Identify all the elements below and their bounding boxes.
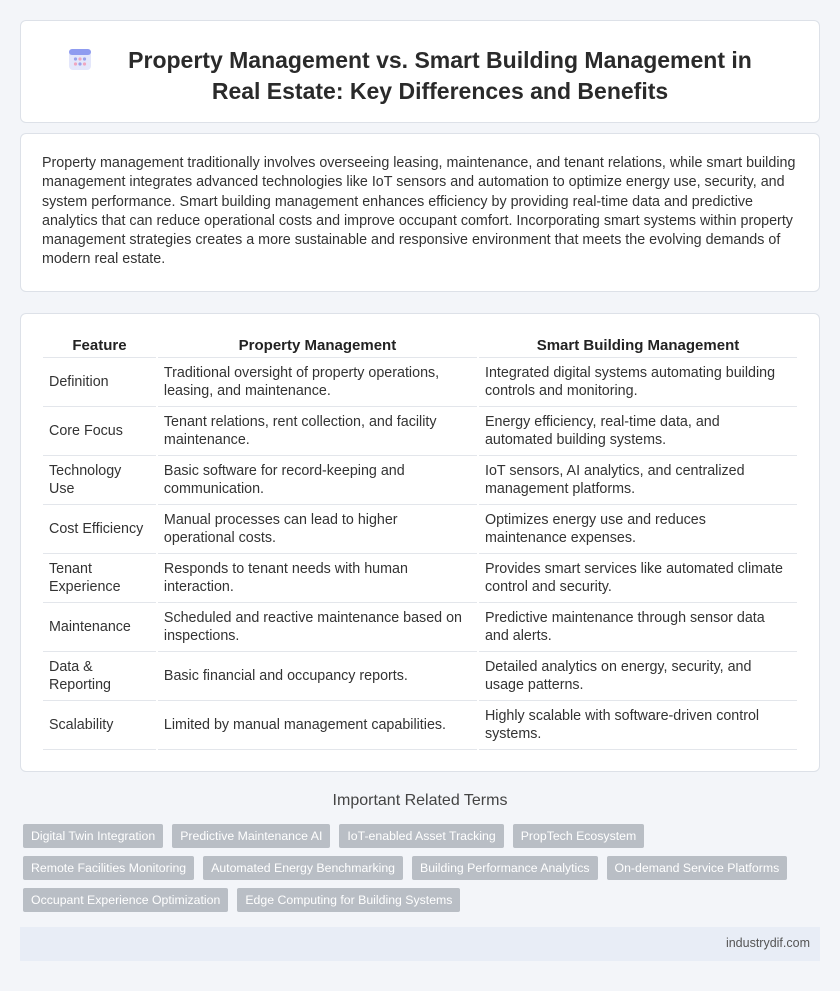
related-term-tag[interactable]: Automated Energy Benchmarking [203, 856, 403, 880]
footer [20, 927, 820, 961]
property-management-cell: Responds to tenant needs with human interaction. [158, 554, 477, 603]
related-term-tag[interactable]: IoT-enabled Asset Tracking [339, 824, 503, 848]
table-row [43, 358, 797, 407]
related-term-tag[interactable]: Occupant Experience Optimization [23, 888, 228, 912]
feature-cell: Cost Efficiency [43, 505, 156, 554]
related-term-tag[interactable]: Building Performance Analytics [412, 856, 598, 880]
property-management-cell: Manual processes can lead to higher operational costs. [158, 505, 477, 554]
feature-cell: Core Focus [43, 407, 156, 456]
property-management-cell: Traditional oversight of property operations, leasing, and maintenance. [158, 358, 477, 407]
smart-building-cell: Predictive maintenance through sensor data and alerts. [479, 603, 797, 652]
table-header-row [43, 333, 797, 358]
feature-cell: Data & Reporting [43, 652, 156, 701]
header-feature: Feature [43, 333, 156, 358]
property-management-cell: Limited by manual management capabilities. [158, 701, 477, 750]
related-term-tag[interactable]: Edge Computing for Building Systems [237, 888, 460, 912]
property-management-cell: Scheduled and reactive maintenance based on inspections. [158, 603, 477, 652]
comparison-table [41, 333, 799, 750]
related-term-tag[interactable]: On-demand Service Platforms [607, 856, 788, 880]
smart-building-cell: Integrated digital systems automating building controls and monitoring. [479, 358, 797, 407]
smart-building-cell: Provides smart services like automated climate control and security. [479, 554, 797, 603]
footer-site-link[interactable]: industrydif.com [725, 936, 810, 950]
related-term-tag[interactable]: Remote Facilities Monitoring [23, 856, 194, 880]
smart-building-cell: Energy efficiency, real-time data, and automated building systems. [479, 407, 797, 456]
table-row [43, 505, 797, 554]
feature-cell: Maintenance [43, 603, 156, 652]
property-management-cell: Basic financial and occupancy reports. [158, 652, 477, 701]
smart-building-cell: Highly scalable with software-driven control systems. [479, 701, 797, 750]
smart-building-cell: Optimizes energy use and reduces maintenance expenses. [479, 505, 797, 554]
property-management-cell: Basic software for record-keeping and communication. [158, 456, 477, 505]
related-term-tag[interactable]: Predictive Maintenance AI [172, 824, 330, 848]
comparison-card [20, 313, 820, 772]
related-term-tag[interactable]: PropTech Ecosystem [513, 824, 645, 848]
intro-paragraph: Property management traditionally involves overseeing leasing, maintenance, and tenant relations, while smart building management integrates advanced technologies like IoT sensors and automation to optimize energy use, security, and system performance. Smart building management enhances efficiency by providing real-time data and predictive analytics that can reduce operational costs and improve occupant comfort. Incorporating smart systems within property management strategies creates a more sustainable and responsive environment that meets the evolving demands of modern real estate. [42, 155, 796, 268]
property-management-cell: Tenant relations, rent collection, and facility maintenance. [158, 407, 477, 456]
related-terms-list [23, 824, 813, 912]
feature-cell: Definition [43, 358, 156, 407]
table-row [43, 652, 797, 701]
feature-cell: Tenant Experience [43, 554, 156, 603]
smart-building-cell: IoT sensors, AI analytics, and centralized management platforms. [479, 456, 797, 505]
header-property-management: Property Management [158, 333, 477, 358]
related-terms-heading: Important Related Terms [332, 792, 508, 809]
table-row [43, 554, 797, 603]
table-row [43, 456, 797, 505]
table-row [43, 701, 797, 750]
title-card [20, 20, 820, 123]
page-title: Property Management vs. Smart Building Management in Real Estate: Key Differences and Benefits [128, 47, 752, 104]
feature-cell: Scalability [43, 701, 156, 750]
header-smart-building-management: Smart Building Management [479, 333, 797, 358]
related-term-tag[interactable]: Digital Twin Integration [23, 824, 163, 848]
intro-card [20, 133, 820, 292]
table-row [43, 603, 797, 652]
feature-cell: Technology Use [43, 456, 156, 505]
smart-building-cell: Detailed analytics on energy, security, and usage patterns. [479, 652, 797, 701]
table-row [43, 407, 797, 456]
